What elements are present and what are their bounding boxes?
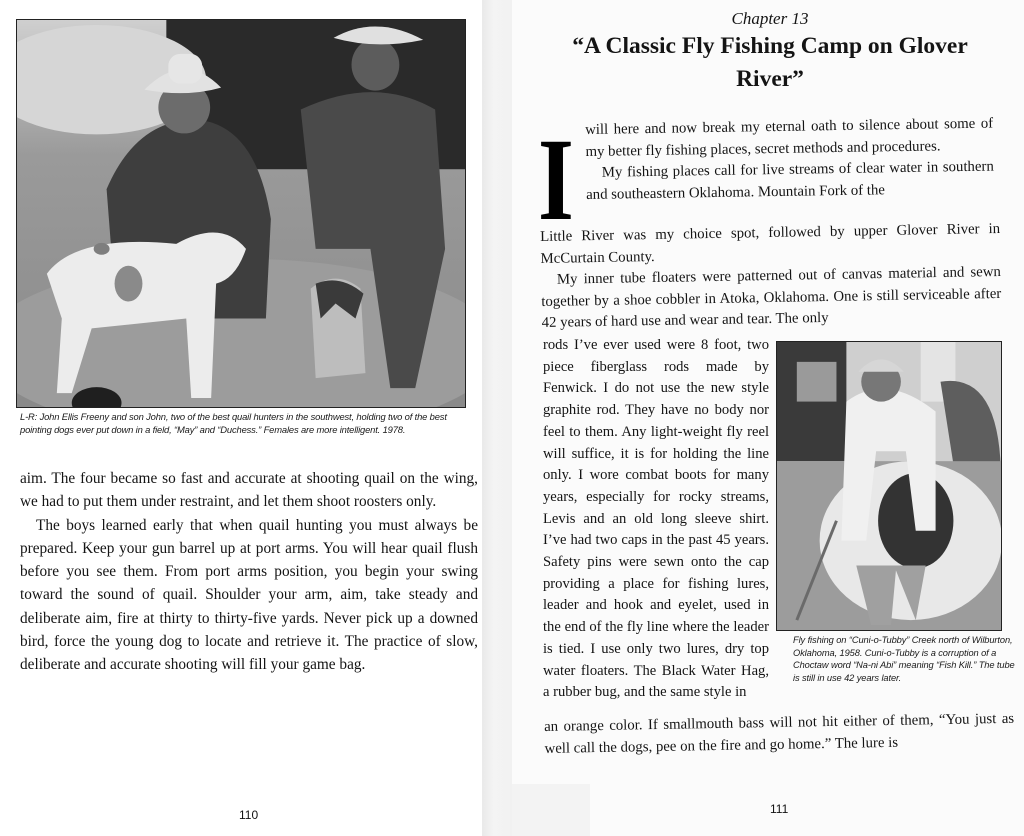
photo-caption: Fly fishing on “Cuni-o-Tubby” Creek north of Wilburton, Oklahoma, 1958. Cuni-o-Tubby is a corruption of a Choctaw word “Na-ni Abi” meaning “Fish Kill.” The tube is still in use 42 years later. xyxy=(793,635,1015,683)
page-number: 111 xyxy=(770,802,789,816)
chapter-title: “A Classic Fly Fishing Camp on Glover River” xyxy=(572,33,968,92)
body-text-column xyxy=(543,335,769,704)
paragraph: will here and now break my eternal oath to silence about some of my better fly fishing places, secret methods and procedures. xyxy=(585,115,994,160)
paragraph: My fishing places call for live streams of clear water in southern and southeastern Oklahoma. Mountain Fork of the xyxy=(586,158,994,203)
body-text xyxy=(20,467,478,677)
left-page xyxy=(0,0,482,836)
drop-cap: I xyxy=(538,114,574,245)
paragraph: rods I’ve ever used were 8 foot, two piece fiberglass rods made by Fenwick. I do not use the new style graphite rod. They have no body nor feel to them. Any light-weight fly reel will suffice, it is for holding the line only. I wore combat boots for many years, especially for rocky streams, Levis and an old long sleeve shirt. I’ve had two caps in the past 45 years. Safety pins were sewn onto the cap providing a place for fishing lures, leader and hook and eyelet, used in the end of the fly line where the leader is tied. I use only two lures, dry top water floaters. The Black Water Hag, a rubber bug, and the same style in xyxy=(543,337,769,701)
photo-fisherman-with-inner-tube-and-fish-icon xyxy=(777,342,1001,630)
paragraph: Little River was my choice spot, followed by upper Glover River in McCurtain County. xyxy=(540,220,1001,267)
book-gutter xyxy=(482,0,512,836)
photo-caption: L-R: John Ellis Freeny and son John, two of the best quail hunters in the southwest, holding two of the best pointing dogs ever put down in a field, “May” and “Duchess.” Females are more intelligent. 1978. xyxy=(20,411,447,435)
photo-two-hunters-with-pointing-dogs-icon xyxy=(17,20,465,407)
page-number: 110 xyxy=(239,808,259,822)
body-text-bottom xyxy=(544,709,1015,760)
chapter-label: Chapter 13 xyxy=(731,9,809,28)
photo-hunters-and-dogs xyxy=(16,19,466,408)
opening-paragraph xyxy=(585,114,994,206)
photo-fisherman-inner-tube xyxy=(776,341,1002,631)
paragraph: an orange color. If smallmouth bass will not hit either of them, “You just as well call the dogs, pee on the fire and go home.” The lure is xyxy=(544,710,1015,757)
paragraph: The boys learned early that when quail hunting you must always be prepared. Keep your gun barrel up at port arms. You will hear quail flush before you see them. From port arms position, you begin your swing toward the sound of quail. Shoulder your arm, aim, take steady and deliberate aim, fire at thirty to thirty-five yards. Never pick up a downed bird, force the young dog to locate and retrieve it. The practice of slow, deliberate and accurate shooting will fill your game bag. xyxy=(20,516,478,674)
page-edge-shadow xyxy=(512,784,590,836)
paragraph: aim. The four became so fast and accurate at shooting quail on the wing, we had to put them under restraint, and let them shoot roosters only. xyxy=(20,470,478,511)
paragraph: My inner tube floaters were patterned out of canvas material and sewn together by a shoe cobbler in Atoka, Oklahoma. One is still serviceable after 42 years of hard use and wear and tear. The only xyxy=(541,263,1002,331)
body-text-full-width xyxy=(540,219,1002,335)
